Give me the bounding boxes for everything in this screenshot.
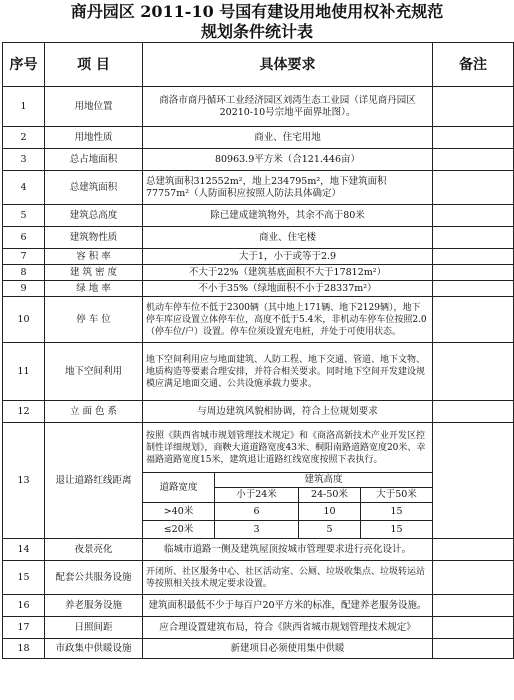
row-note	[433, 281, 514, 297]
row-no: 2	[3, 127, 45, 149]
row-note	[433, 617, 514, 639]
header-requirement: 具体要求	[143, 43, 433, 87]
row-requirement: 不小于35%（绿地面积不小于28337m²）	[143, 281, 433, 297]
row-item: 总占地面积	[45, 149, 143, 171]
table-row	[3, 205, 514, 227]
table-row	[3, 171, 514, 205]
setback-value: 6	[215, 503, 299, 521]
row-no: 5	[3, 205, 45, 227]
row-no: 4	[3, 171, 45, 205]
row-no: 17	[3, 617, 45, 639]
row-no: 15	[3, 561, 45, 595]
setback-width: ≤20米	[143, 521, 215, 539]
row-no: 9	[3, 281, 45, 297]
table-row	[3, 639, 514, 659]
table-row	[3, 595, 514, 617]
row-item: 绿 地 率	[45, 281, 143, 297]
row-requirement: 新建项目必须使用集中供暖	[143, 639, 433, 659]
row-note	[433, 297, 514, 343]
row-item: 退让道路红线距离	[45, 423, 143, 539]
row-requirement: 80963.9平方米（合121.446亩）	[143, 149, 433, 171]
table-row	[3, 423, 514, 473]
row-no: 3	[3, 149, 45, 171]
row-requirement: 总建筑面积312552m²，地上234795m²，地下建筑面积77757m²（人防面积应按照人防法具体确定）	[143, 171, 433, 205]
row-note	[433, 401, 514, 423]
table-row	[3, 561, 514, 595]
row-no: 12	[3, 401, 45, 423]
row-item: 立 面 色 系	[45, 401, 143, 423]
row-item: 建筑物性质	[45, 227, 143, 249]
table-row	[3, 281, 514, 297]
table-row	[3, 343, 514, 401]
setback-height-col: 24-50米	[299, 488, 361, 503]
row-item: 地下空间利用	[45, 343, 143, 401]
row-no: 16	[3, 595, 45, 617]
row-note	[433, 561, 514, 595]
row-no: 14	[3, 539, 45, 561]
header-no: 序号	[3, 43, 45, 87]
row-requirement: 地下空间利用应与地面建筑、人防工程、地下交通、管道、地下文物、地质构造等要素合理安排，并符合相关要求。同时地下空间开发建设规模应满足地面交通、公共设施承载力要求。	[143, 343, 433, 401]
setback-value: 10	[299, 503, 361, 521]
row-no: 18	[3, 639, 45, 659]
row-item: 用地位置	[45, 87, 143, 127]
row-item: 建 筑 密 度	[45, 265, 143, 281]
table-row	[3, 539, 514, 561]
row-no: 10	[3, 297, 45, 343]
setback-road-width-label: 道路宽度	[143, 473, 215, 503]
row-item: 养老服务设施	[45, 595, 143, 617]
header-row	[3, 43, 514, 87]
row-note	[433, 639, 514, 659]
table-row	[3, 249, 514, 265]
setback-value: 3	[215, 521, 299, 539]
row-note	[433, 87, 514, 127]
row-requirement: 临城市道路一侧及建筑屋顶按城市管理要求进行亮化设计。	[143, 539, 433, 561]
row-note	[433, 539, 514, 561]
row-no: 7	[3, 249, 45, 265]
row-requirement: 大于1，小于或等于2.9	[143, 249, 433, 265]
table-row	[3, 87, 514, 127]
document-title	[0, 0, 514, 42]
row-note	[433, 265, 514, 281]
row-requirement: 商业、住宅楼	[143, 227, 433, 249]
row-note	[433, 595, 514, 617]
row-item: 夜景亮化	[45, 539, 143, 561]
row-item: 总建筑面积	[45, 171, 143, 205]
table-row	[3, 265, 514, 281]
row-requirement: 开闭所、社区服务中心、社区活动室、公厕、垃圾收集点、垃圾转运站等按照相关技术规定要求设置。	[143, 561, 433, 595]
row-item: 容 积 率	[45, 249, 143, 265]
row-note	[433, 149, 514, 171]
table-row	[3, 227, 514, 249]
row-item: 配套公共服务设施	[45, 561, 143, 595]
setback-value: 5	[299, 521, 361, 539]
row-no: 8	[3, 265, 45, 281]
row-note	[433, 227, 514, 249]
row-item: 日照间距	[45, 617, 143, 639]
row-item: 用地性质	[45, 127, 143, 149]
title-line-2: 规划条件统计表	[200, 22, 313, 41]
row-note	[433, 343, 514, 401]
header-item: 项 目	[45, 43, 143, 87]
row-requirement: 商业、住宅用地	[143, 127, 433, 149]
row-item: 停 车 位	[45, 297, 143, 343]
row-note	[433, 127, 514, 149]
row-no: 11	[3, 343, 45, 401]
row-item: 市政集中供暖设施	[45, 639, 143, 659]
setback-value: 15	[361, 503, 433, 521]
table-row	[3, 401, 514, 423]
row-item: 建筑总高度	[45, 205, 143, 227]
row-requirement: 应合理设置建筑布局，符合《陕西省城市规划管理技术规定》	[143, 617, 433, 639]
table-row	[3, 297, 514, 343]
row-requirement: 与周边建筑风貌相协调，符合上位规划要求	[143, 401, 433, 423]
setback-width: >40米	[143, 503, 215, 521]
row-no: 6	[3, 227, 45, 249]
row-no: 13	[3, 423, 45, 539]
header-note: 备注	[433, 43, 514, 87]
row-requirement: 商洛市商丹循环工业经济园区刘湾生态工业园（详见商丹园区20210-10号宗地平面界址图）。	[143, 87, 433, 127]
row-requirement: 除已建成建筑物外，其余不高于80米	[143, 205, 433, 227]
table-row	[3, 617, 514, 639]
row-requirement: 建筑面积最低不少于每百户20平方米的标准，配建养老服务设施。	[143, 595, 433, 617]
row-no: 1	[3, 87, 45, 127]
row-note	[433, 249, 514, 265]
row-note	[433, 171, 514, 205]
table-row	[3, 149, 514, 171]
row-note	[433, 423, 514, 539]
row-requirement: 机动车停车位不低于2300辆（其中地上171辆、地下2129辆），地下停车库应设置立体停车位，高度不低于5.4米，非机动车停车位按照2.0（停车位/户）设置。停车位须设置充电桩，并处于可使用状态。	[143, 297, 433, 343]
table-row	[3, 127, 514, 149]
setback-value: 15	[361, 521, 433, 539]
setback-height-col: 小于24米	[215, 488, 299, 503]
setback-height-col: 大于50米	[361, 488, 433, 503]
row-requirement: 不大于22%（建筑基底面积不大于17812m²）	[143, 265, 433, 281]
row-note	[433, 205, 514, 227]
planning-conditions-table	[2, 42, 514, 659]
setback-building-height-label: 建筑高度	[215, 473, 433, 488]
title-line-1: 商丹园区 2011-10 号国有建设用地使用权补充规范	[70, 2, 444, 21]
row-requirement: 按照《陕西省城市规划管理技术规定》和《商洛高新技术产业开发区控制性详细规划》，商鞅大道道路宽度43米、桐阳南路道路宽度20米、幸福路道路宽度15米，建筑退让道路红线宽度按照下表执行。	[143, 423, 433, 473]
